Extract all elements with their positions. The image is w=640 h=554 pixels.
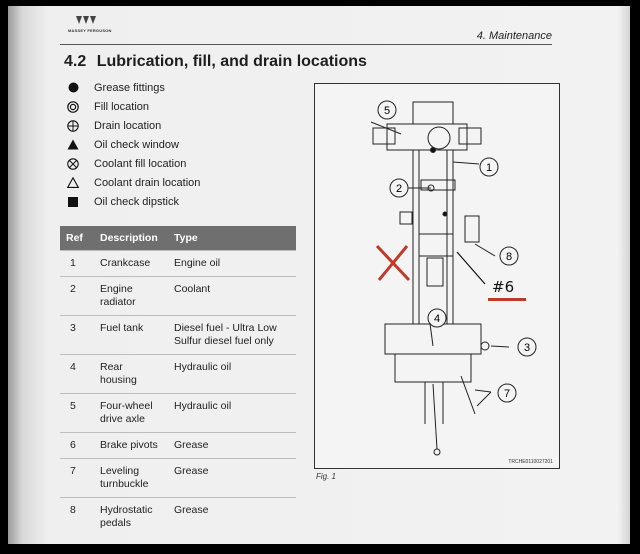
legend-label: Fill location [94, 100, 150, 113]
legend-item [66, 135, 286, 154]
ref-cell: 6 [60, 432, 94, 458]
filled-triangle-icon [66, 138, 80, 152]
table-row [60, 458, 296, 497]
legend-label: Grease fittings [94, 81, 165, 94]
description-cell: Fuel tank [94, 315, 168, 354]
handwritten-annotation: #6 [492, 278, 515, 296]
table-row [60, 315, 296, 354]
legend-item [66, 97, 286, 116]
ref-cell: 4 [60, 354, 94, 393]
ref-cell: 7 [60, 458, 94, 497]
ref-cell: 3 [60, 315, 94, 354]
callout-number: 7 [503, 388, 511, 400]
column-header: Ref [60, 226, 94, 250]
ref-cell: 5 [60, 393, 94, 432]
callout-number: 5 [383, 105, 391, 117]
table-row [60, 250, 296, 276]
callout-number: 4 [433, 313, 441, 325]
manual-page [8, 6, 630, 544]
table-row [60, 354, 296, 393]
column-header: Type [168, 226, 296, 250]
type-cell: Grease [168, 432, 296, 458]
type-cell: Hydraulic oil [168, 393, 296, 432]
column-header: Description [94, 226, 168, 250]
table-row [60, 497, 296, 536]
legend-item [66, 192, 286, 211]
description-cell: Hydrostatic pedals [94, 497, 168, 536]
circle-plus-icon [66, 119, 80, 133]
callout-number: 2 [395, 183, 403, 195]
table-row [60, 393, 296, 432]
type-cell: Coolant [168, 276, 296, 315]
figure-code: TRCHE0110027201 [508, 459, 553, 465]
page-title [64, 53, 367, 71]
reference-table [60, 226, 296, 536]
ref-cell: 8 [60, 497, 94, 536]
callout-number: 8 [505, 251, 513, 263]
table-row [60, 276, 296, 315]
filled-circle-icon [66, 81, 80, 95]
triple-triangle-icon [76, 16, 96, 26]
description-cell: Engine radiator [94, 276, 168, 315]
double-circle-icon [66, 100, 80, 114]
legend-item [66, 173, 286, 192]
circle-x-icon [66, 157, 80, 171]
header-divider [60, 44, 552, 45]
open-triangle-icon [66, 176, 80, 190]
filled-square-icon [66, 195, 80, 209]
brand-logo [68, 16, 112, 40]
table-row [60, 432, 296, 458]
callout-number: 3 [523, 342, 531, 354]
type-cell: Grease [168, 497, 296, 536]
description-cell: Crankcase [94, 250, 168, 276]
legend-item [66, 116, 286, 135]
legend-label: Oil check dipstick [94, 195, 179, 208]
type-cell: Engine oil [168, 250, 296, 276]
brand-name: MASSEY FERGUSON [68, 28, 112, 33]
table-header-row [60, 226, 296, 250]
description-cell: Four-wheel drive axle [94, 393, 168, 432]
section-title-text: Lubrication, fill, and drain locations [96, 53, 367, 70]
legend-label: Drain location [94, 119, 162, 132]
description-cell: Leveling turnbuckle [94, 458, 168, 497]
callout-number: 1 [485, 162, 493, 174]
symbol-legend [66, 78, 286, 211]
description-cell: Brake pivots [94, 432, 168, 458]
figure-caption: Fig. 1 [316, 472, 337, 481]
legend-label: Oil check window [94, 138, 179, 151]
legend-item [66, 154, 286, 173]
annotation-underline [488, 298, 526, 301]
type-cell: Grease [168, 458, 296, 497]
type-cell: Hydraulic oil [168, 354, 296, 393]
legend-item [66, 78, 286, 97]
legend-label: Coolant fill location [94, 157, 187, 170]
chapter-heading: 4. Maintenance [476, 30, 552, 42]
legend-label: Coolant drain location [94, 176, 201, 189]
type-cell: Diesel fuel - Ultra Low Sulfur diesel fuel only [168, 315, 296, 354]
description-cell: Rear housing [94, 354, 168, 393]
ref-cell: 1 [60, 250, 94, 276]
ref-cell: 2 [60, 276, 94, 315]
section-number: 4.2 [64, 53, 87, 70]
callout-labels [315, 84, 561, 470]
tractor-figure [314, 83, 560, 469]
